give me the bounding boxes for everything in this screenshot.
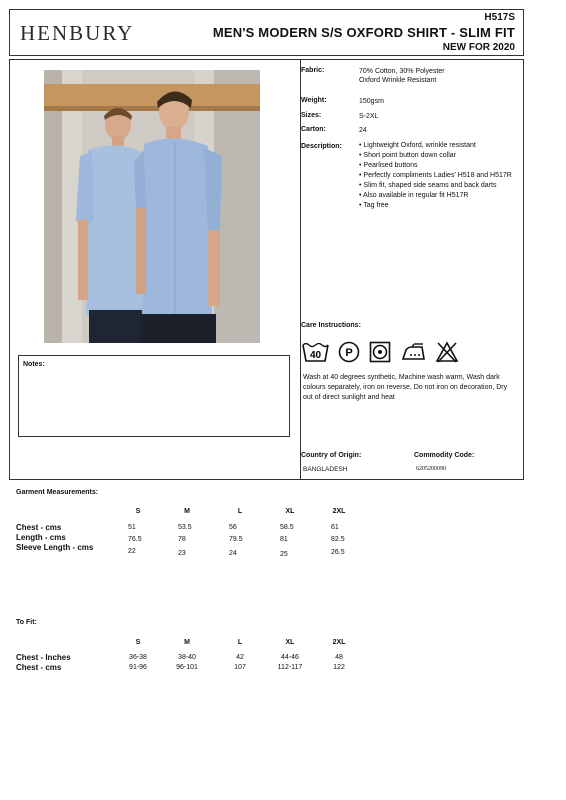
care-icons: [302, 339, 459, 365]
row-label-chest-cms: Chest - cms: [16, 663, 62, 672]
description-item: • Lightweight Oxford, wrinkle resistant: [359, 141, 515, 151]
table-cell: 23: [178, 550, 186, 557]
table-cell: 112-117: [277, 664, 303, 671]
table-cell: 48: [335, 654, 343, 661]
column-header-s: S: [135, 639, 141, 646]
notes-label: Notes:: [23, 361, 45, 368]
description-item: • Short point button down collar: [359, 151, 515, 161]
care-instructions-label: Care Instructions:: [301, 322, 361, 329]
no-bleach-icon: [435, 341, 459, 363]
dry-clean-p-icon: [338, 341, 360, 363]
column-header-l: L: [237, 639, 243, 646]
table-cell: 22: [128, 548, 136, 555]
row-label-sleeve-length-cms: Sleeve Length - cms: [16, 543, 94, 552]
row-label-chest-inches: Chest - Inches: [16, 653, 71, 662]
description-item: • Also available in regular fit H517R: [359, 191, 515, 201]
country-of-origin-value: BANGLADESH: [303, 466, 348, 473]
product-info-box: [9, 59, 524, 480]
row-label-length-cms: Length - cms: [16, 533, 66, 542]
care-text: Wash at 40 degrees synthetic, Machine wash warm, Wash dark colours separately, iron on reverse, Do not iron on decoration, Dry out of direct sunlight and heat: [303, 374, 508, 401]
column-header-m: M: [184, 508, 190, 515]
table-cell: 82.5: [331, 536, 345, 543]
table-cell: 38-40: [178, 654, 196, 661]
column-header-s: S: [135, 508, 141, 515]
table-cell: 122: [333, 664, 345, 671]
header-box: [9, 9, 524, 56]
brand-logo: HENBURY: [20, 21, 135, 45]
table-cell: 44-46: [281, 654, 299, 661]
table-cell: 25: [280, 551, 288, 558]
table-cell: 42: [236, 654, 244, 661]
table-cell: 24: [229, 550, 237, 557]
column-header-m: M: [184, 639, 190, 646]
description-item: • Pearlised buttons: [359, 161, 515, 171]
carton-label: Carton:: [301, 126, 326, 133]
table-cell: 81: [280, 536, 288, 543]
table-cell: 36-38: [129, 654, 147, 661]
iron-icon: [400, 341, 426, 363]
fabric-label: Fabric:: [301, 67, 325, 74]
carton-value: 24: [359, 127, 367, 134]
weight-label: Weight:: [301, 97, 327, 104]
column-header-xl: XL: [285, 508, 295, 515]
country-of-origin-label: Country of Origin:: [301, 452, 362, 459]
description-list: [359, 141, 515, 211]
column-header-l: L: [237, 508, 243, 515]
sizes-label: Sizes:: [301, 112, 322, 119]
notes-box[interactable]: [18, 355, 290, 437]
table-cell: 78: [178, 536, 186, 543]
table-cell: 56: [229, 524, 237, 531]
product-photo: [44, 70, 260, 343]
svg-text:P: P: [345, 347, 353, 359]
to-fit-title: To Fit:: [16, 619, 37, 626]
description-item: • Perfectly compliments Ladies' H518 and H517R: [359, 171, 515, 181]
table-cell: 61: [331, 524, 339, 531]
fabric-value-line2: Oxford Wrinkle Resistant: [359, 77, 437, 84]
row-label-chest-cms: Chest - cms: [16, 523, 62, 532]
description-label: Description:: [301, 143, 342, 150]
new-badge: NEW FOR 2020: [442, 42, 515, 53]
column-divider: [300, 60, 301, 479]
product-code: H517S: [484, 12, 515, 23]
table-cell: 26.5: [331, 549, 345, 556]
table-cell: 107: [234, 664, 246, 671]
table-cell: 79.5: [229, 536, 243, 543]
tumble-dry-icon: [369, 341, 391, 363]
column-header-2xl: 2XL: [332, 639, 346, 646]
table-cell: 91-96: [129, 664, 147, 671]
table-cell: 76.5: [128, 536, 142, 543]
description-item: • Tag free: [359, 201, 515, 211]
wash-40-icon: [302, 341, 329, 363]
table-cell: 96-101: [176, 664, 198, 671]
sizes-value: S-2XL: [359, 113, 379, 120]
column-header-xl: XL: [285, 639, 295, 646]
fabric-value-line1: 70% Cotton, 30% Polyester: [359, 68, 445, 75]
garment-measurements-title: Garment Measurements:: [16, 489, 99, 496]
table-cell: 53.5: [178, 524, 192, 531]
table-cell: 51: [128, 524, 136, 531]
description-item: • Slim fit, shaped side seams and back darts: [359, 181, 515, 191]
product-title: MEN'S MODERN S/S OXFORD SHIRT - SLIM FIT: [212, 25, 515, 40]
svg-text:40: 40: [309, 350, 322, 361]
commodity-code-value: 6205200090: [416, 466, 446, 472]
weight-value: 150gsm: [359, 98, 384, 105]
table-cell: 58.5: [280, 524, 294, 531]
commodity-code-label: Commodity Code:: [414, 452, 475, 459]
column-header-2xl: 2XL: [332, 508, 346, 515]
